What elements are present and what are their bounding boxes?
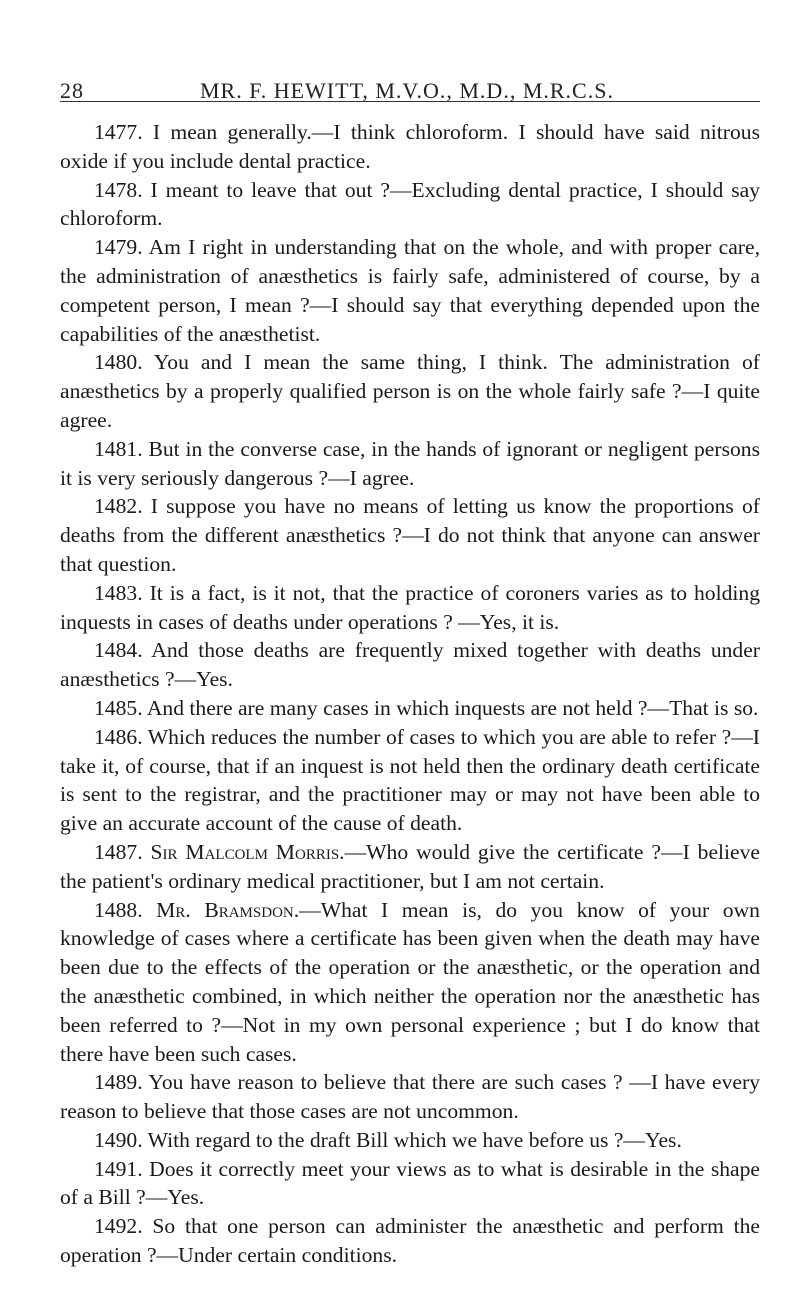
paragraph-text: I meant to leave that out ?—Excluding dental practice, I should say chloroform. [60, 177, 761, 231]
question-number: 1487. [94, 839, 143, 864]
paragraph-text: —What I mean is, do you know of your own knowledge of cases where a certificate has been given when the death may have been due to the effects of the operation or the anæsthetic, or the operation and the anæsthetic combined, in which neither the operation nor the anæsthetic has been referred to ?—Not in my own personal experience ; but I do know that there have been such cases. [60, 897, 760, 1066]
paragraph-text: And those deaths are frequently mixed together with deaths under anæsthetics ?—Yes. [60, 638, 760, 692]
question-number: 1479. [94, 235, 143, 260]
paragraph [60, 723, 760, 838]
question-number: 1484. [94, 638, 143, 663]
question-number: 1492. [94, 1214, 143, 1239]
paragraph [60, 896, 760, 1069]
paragraph-text: And there are many cases in which inquests are not held ?—That is so. [146, 695, 759, 720]
question-number: 1491. [94, 1156, 143, 1181]
paragraph-text: I mean generally.—I think chloroform. I should have said nitrous oxide if you include dental practice. [60, 120, 760, 173]
paragraph [60, 435, 760, 493]
paragraph [60, 233, 760, 348]
paragraph-text: Which reduces the number of cases to which you are able to refer ?—I take it, of course, that if an inquest is not held then the ordinary death certificate is sent to the registrar, and the practitioner may or may not have been able to give an accurate account of the cause of death. [60, 724, 760, 836]
question-number: 1478. [94, 177, 143, 202]
running-head: MR. F. HEWITT, M.V.O., M.D., M.R.C.S. [200, 78, 614, 103]
question-number: 1480. [94, 350, 143, 375]
paragraph [60, 1212, 760, 1270]
question-number: 1486. [94, 724, 143, 749]
paragraph [60, 176, 760, 234]
paragraph [60, 348, 760, 434]
paragraph-text: But in the converse case, in the hands of ignorant or negligent persons it is very seriously dangerous ?—I agree. [60, 436, 760, 490]
question-number: 1489. [94, 1070, 143, 1095]
question-number: 1482. [94, 494, 143, 519]
paragraph [60, 118, 760, 176]
paragraph-text: Does it correctly meet your views as to what is desirable in the shape of a Bill ?—Yes. [60, 1156, 760, 1210]
paragraph-text: —Who would give the certificate ?—I believe the patient's ordinary medical practitioner, but I am not certain. [60, 839, 760, 893]
paragraph-text: With regard to the draft Bill which we have before us ?—Yes. [147, 1127, 682, 1152]
page-number: 28 [60, 78, 84, 103]
testimony-body [60, 118, 760, 1270]
paragraph [60, 492, 760, 578]
speaker-name: Mr. Bramsdon. [156, 897, 300, 922]
paragraph [60, 1155, 760, 1213]
paragraph [60, 636, 760, 694]
question-number: 1481. [94, 436, 143, 461]
paragraph [60, 694, 760, 723]
paragraph-text: You and I mean the same thing, I think. The administration of anæsthetics by a properly qualified person is on the whole fairly safe ?—I quite agree. [60, 350, 760, 432]
question-number: 1485. [94, 695, 143, 720]
header-rule [60, 101, 760, 102]
question-number: 1477. [94, 120, 143, 144]
question-number: 1483. [94, 580, 143, 605]
page-header [60, 70, 760, 104]
paragraph [60, 579, 760, 637]
paragraph-text: You have reason to believe that there are such cases ? —I have every reason to believe that those cases are not uncommon. [60, 1070, 760, 1124]
paragraph-text: Am I right in understanding that on the whole, and with proper care, the administration of anæsthetics is fairly safe, administered of course, by a competent person, I mean ?—I should say that everything depended upon the capabilities of the anæsthetist. [60, 235, 760, 346]
paragraph-text: It is a fact, is it not, that the practice of coroners varies as to holding inquests in cases of deaths under operations ? —Yes, it is. [60, 580, 760, 634]
paragraph [60, 838, 760, 896]
paragraph [60, 1126, 760, 1155]
question-number: 1488. [94, 897, 143, 922]
paragraph-text: So that one person can administer the anæsthetic and perform the operation ?—Under certain conditions. [60, 1214, 760, 1268]
question-number: 1490. [94, 1127, 143, 1152]
paragraph [60, 1068, 760, 1126]
speaker-name: Sir Malcolm Morris. [150, 839, 345, 864]
paragraph-text: I suppose you have no means of letting us know the proportions of deaths from the different anæsthetics ?—I do not think that anyone can answer that question. [60, 494, 760, 576]
